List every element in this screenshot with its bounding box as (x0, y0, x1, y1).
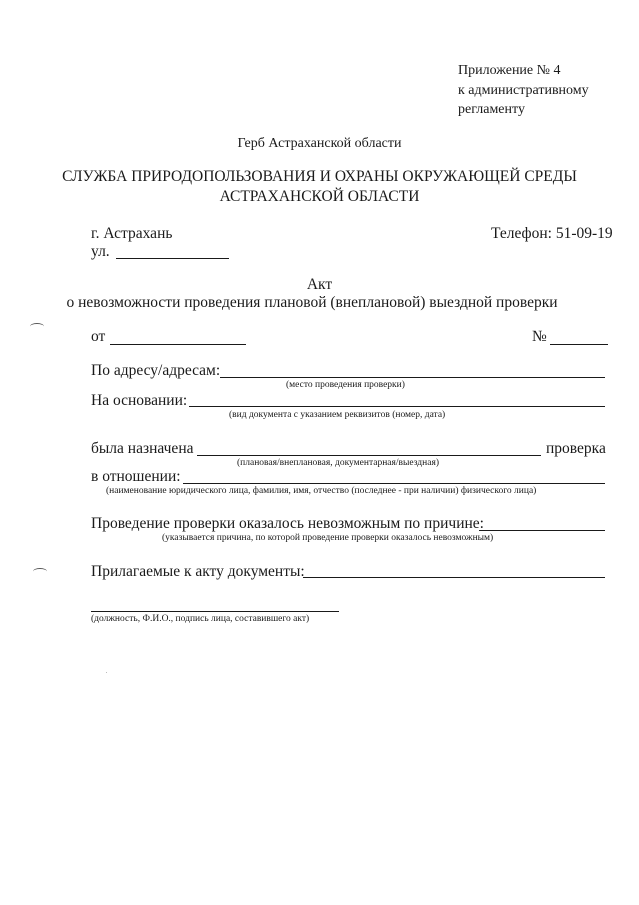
street-label: ул. (91, 243, 110, 260)
scan-mark (30, 323, 44, 330)
basis-label: На основании: (91, 392, 188, 409)
scan-speck (106, 672, 107, 673)
regarding-field[interactable] (183, 483, 605, 484)
basis-caption: (вид документа с указанием реквизитов (номер, дата) (229, 410, 446, 420)
regarding-label: в отношении: (91, 468, 181, 485)
attached-label: Прилагаемые к акту документы: (91, 563, 305, 580)
address-label: По адресу/адресам: (91, 362, 221, 379)
scan-mark (33, 568, 47, 575)
basis-field[interactable] (189, 406, 605, 407)
emblem-caption: Герб Астраханской области (237, 136, 402, 151)
attached-field[interactable] (303, 577, 605, 578)
regarding-caption: (наименование юридического лица, фамилия, имя, отчество (последнее - при наличии) физического лица) (106, 486, 537, 496)
address-field[interactable] (220, 377, 605, 378)
org-name-line1: СЛУЖБА ПРИРОДОПОЛЬЗОВАНИЯ И ОХРАНЫ ОКРУЖАЮЩЕЙ СРЕДЫ (62, 168, 577, 185)
reason-caption: (указывается причина, по которой проведение проверки оказалось невозможным) (162, 533, 494, 543)
date-label: от (91, 328, 106, 345)
appendix-regulation: к административному (458, 83, 589, 98)
assigned-suffix: проверка (546, 440, 606, 457)
assigned-label: была назначена (91, 440, 194, 457)
date-field[interactable] (110, 344, 246, 345)
reason-field[interactable] (479, 530, 605, 531)
signature-caption: (должность, Ф.И.О., подпись лица, составившего акт) (91, 614, 310, 624)
number-field[interactable] (550, 344, 608, 345)
assigned-caption: (плановая/внеплановая, документарная/выездная) (237, 458, 439, 468)
reason-label: Проведение проверки оказалось невозможным по причине: (91, 515, 484, 532)
appendix-number: Приложение № 4 (458, 63, 561, 78)
assigned-field[interactable] (197, 455, 541, 456)
act-subtitle: о невозможности проведения плановой (внеплановой) выездной проверки (66, 294, 558, 311)
phone: Телефон: 51-09-19 (491, 225, 613, 242)
street-field[interactable] (116, 258, 229, 259)
signature-field[interactable] (91, 611, 339, 612)
act-title: Акт (306, 276, 333, 293)
appendix-regulation-cont: регламенту (458, 102, 525, 117)
number-label: № (532, 328, 547, 345)
org-name-line2: АСТРАХАНСКОЙ ОБЛАСТИ (219, 188, 420, 205)
city: г. Астрахань (91, 225, 173, 242)
address-caption: (место проведения проверки) (286, 380, 405, 390)
